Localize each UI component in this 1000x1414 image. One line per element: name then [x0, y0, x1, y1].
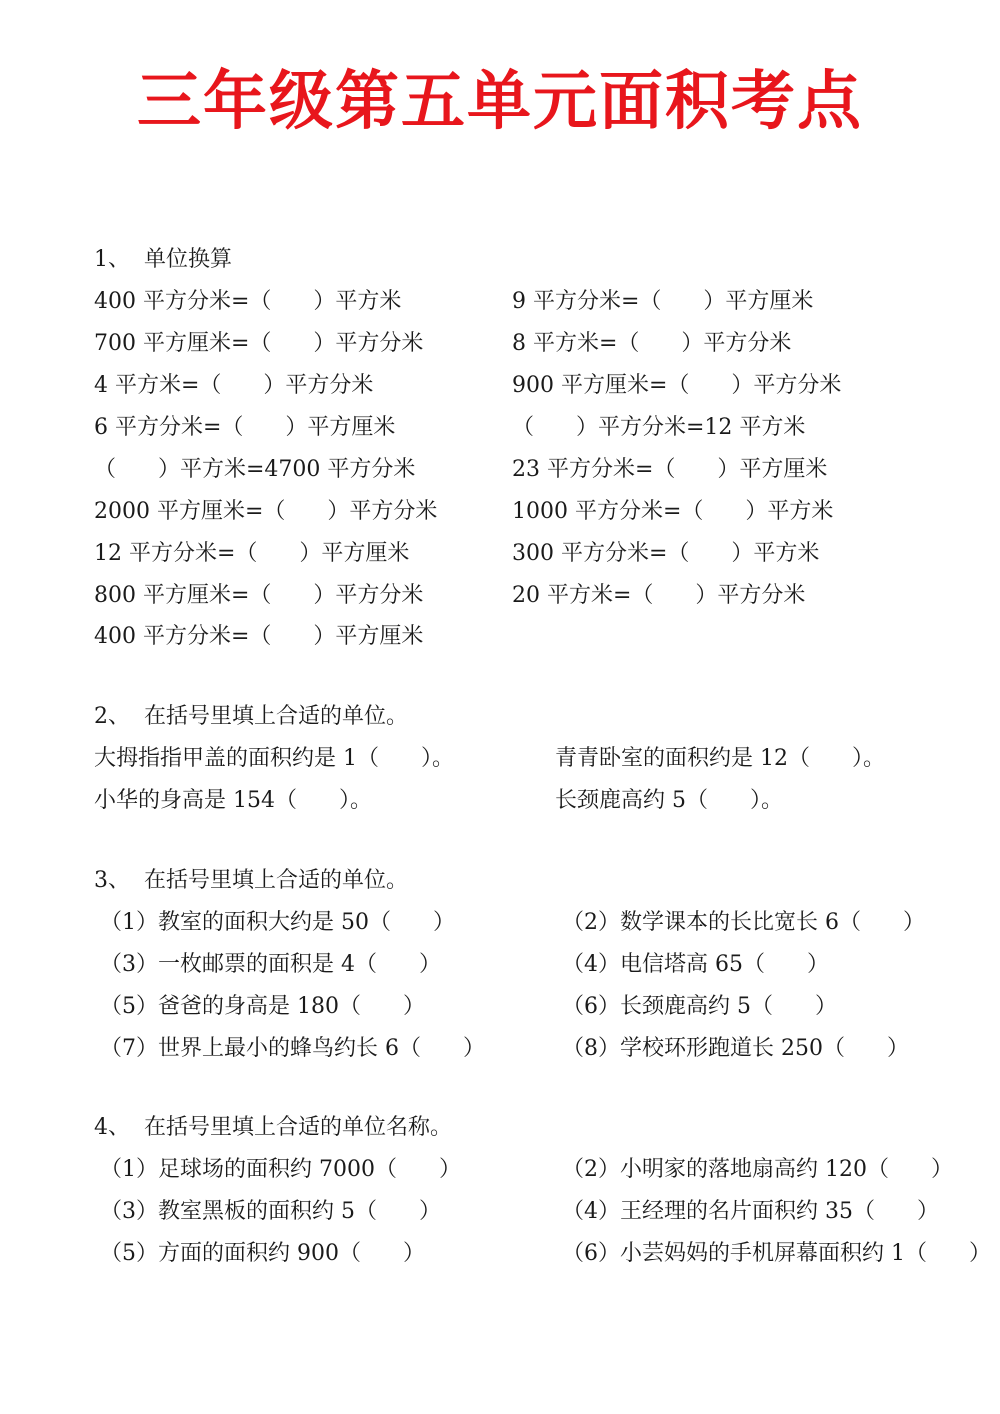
s2-right-item-1: 青青卧室的面积约是 12（ ）。	[555, 746, 885, 771]
s3-right-item-3: （6）长颈鹿高约 5（ ）	[562, 994, 837, 1019]
s1-right-item-8: 20 平方米=（ ）平方分米	[512, 583, 806, 608]
s4-left-item-3: （5）方面的面积约 900（ ）	[100, 1241, 425, 1266]
s2-right-item-2: 长颈鹿高约 5（ ）。	[555, 788, 783, 813]
s3-left-item-2: （3）一枚邮票的面积是 4（ ）	[100, 952, 441, 977]
s3-right-item-2: （4）电信塔高 65（ ）	[562, 952, 829, 977]
s4-right-item-2: （4）王经理的名片面积约 35（ ）	[562, 1199, 939, 1224]
s3-left-item-1: （1）教室的面积大约是 50（ ）	[100, 910, 455, 935]
section-4-heading: 4、 在括号里填上合适的单位名称。	[94, 1115, 452, 1140]
s1-right-item-4: （ ）平方分米=12 平方米	[512, 415, 806, 440]
s3-left-item-3: （5）爸爸的身高是 180（ ）	[100, 994, 425, 1019]
s1-left-item-9: 400 平方分米=（ ）平方厘米	[94, 624, 424, 649]
s1-right-item-3: 900 平方厘米=（ ）平方分米	[512, 373, 842, 398]
s1-right-item-7: 300 平方分米=（ ）平方米	[512, 541, 820, 566]
section-2-heading: 2、 在括号里填上合适的单位。	[94, 704, 408, 729]
s2-left-item-2: 小华的身高是 154（ ）。	[94, 788, 372, 813]
s3-right-item-1: （2）数学课本的长比宽长 6（ ）	[562, 910, 925, 935]
s1-right-item-5: 23 平方分米=（ ）平方厘米	[512, 457, 828, 482]
s3-right-item-4: （8）学校环形跑道长 250（ ）	[562, 1036, 909, 1061]
s1-left-item-8: 800 平方厘米=（ ）平方分米	[94, 583, 424, 608]
s1-left-item-3: 4 平方米=（ ）平方分米	[94, 373, 374, 398]
s4-left-item-1: （1）足球场的面积约 7000（ ）	[100, 1157, 461, 1182]
s1-right-item-1: 9 平方分米=（ ）平方厘米	[512, 289, 814, 314]
s4-left-item-2: （3）教室黑板的面积约 5（ ）	[100, 1199, 441, 1224]
s4-right-item-1: （2）小明家的落地扇高约 120（ ）	[562, 1157, 953, 1182]
s1-left-item-7: 12 平方分米=（ ）平方厘米	[94, 541, 410, 566]
s1-right-item-6: 1000 平方分米=（ ）平方米	[512, 499, 834, 524]
s3-left-item-4: （7）世界上最小的蜂鸟约长 6（ ）	[100, 1036, 485, 1061]
s1-left-item-4: 6 平方分米=（ ）平方厘米	[94, 415, 396, 440]
s1-left-item-2: 700 平方厘米=（ ）平方分米	[94, 331, 424, 356]
s1-right-item-2: 8 平方米=（ ）平方分米	[512, 331, 792, 356]
s1-left-item-5: （ ）平方米=4700 平方分米	[94, 457, 416, 482]
section-1-heading: 1、 单位换算	[94, 247, 232, 272]
section-3-heading: 3、 在括号里填上合适的单位。	[94, 868, 408, 893]
s1-left-item-1: 400 平方分米=（ ）平方米	[94, 289, 402, 314]
s1-left-item-6: 2000 平方厘米=（ ）平方分米	[94, 499, 438, 524]
page-title: 三年级第五单元面积考点	[137, 65, 863, 139]
s4-right-item-3: （6）小芸妈妈的手机屏幕面积约 1（ ）	[562, 1241, 991, 1266]
s2-left-item-1: 大拇指指甲盖的面积约是 1（ ）。	[94, 746, 454, 771]
